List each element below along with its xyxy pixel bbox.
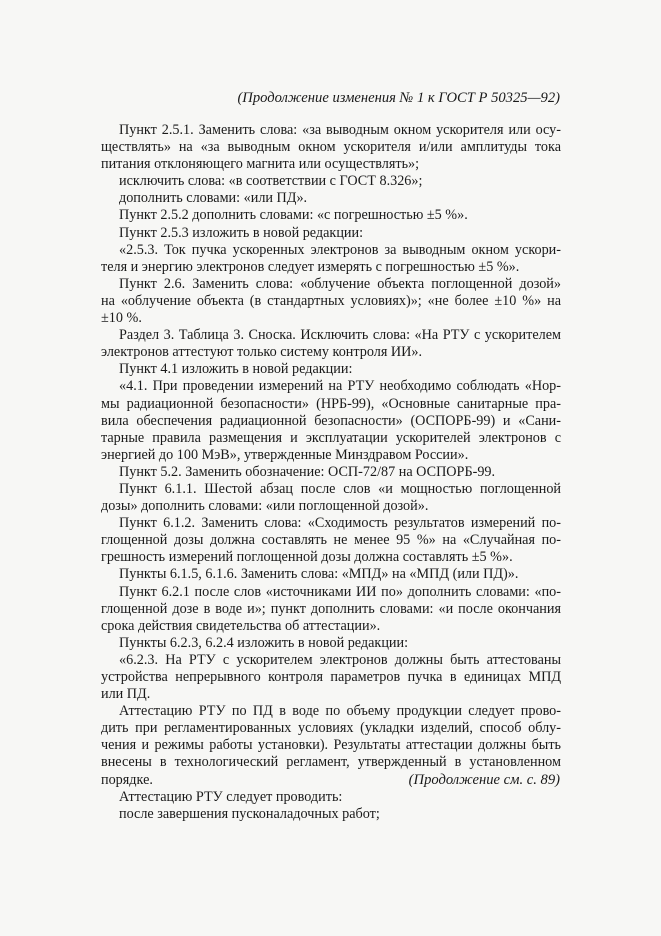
- text-line: после завершения пусконаладочных работ;: [119, 805, 380, 822]
- text-line: Пункт 5.2. Заменить обозначение: ОСП-72/87 на ОСПОРБ-99.: [119, 463, 496, 480]
- text-line: Пункт 2.5.1. Заменить слова: «за выводным окном ускорителя или осу-: [119, 122, 561, 138]
- text-line: Пункт 6.1.2. Заменить слова: «Сходимость результатов измерений по-: [119, 515, 561, 532]
- text-line: мы радиационной безопасности» (НРБ-99), «Основные санитарные пра-: [101, 395, 561, 412]
- text-line: Раздел 3. Таблица 3. Сноска. Исключить слова: «На РТУ с ускорителем: [119, 327, 561, 344]
- text-line: питания отклоняющего магнита или осуществлять»;: [101, 156, 420, 173]
- text-line: глощенной дозе в воде и»; пункт дополнить словами: «и после окончания: [101, 600, 561, 617]
- text-line: дополнить словами: «или ПД».: [119, 190, 308, 207]
- text-line: Пункт 2.5.2 дополнить словами: «с погрешностью ±5 %».: [119, 207, 468, 224]
- text-line: Пункт 2.6. Заменить слова: «облучение объекта поглощенной дозой»: [119, 275, 561, 292]
- text-line: электронов аттестуют только систему контроля ИИ».: [101, 344, 423, 361]
- text-line: или ПД.: [101, 686, 151, 703]
- text-line: исключить слова: «в соответствии с ГОСТ 8.326»;: [119, 173, 423, 190]
- text-line: тарные правила размещения и эксплуатации ускорителей электронов с: [101, 429, 561, 446]
- text-line: грешность измерений поглощенной дозы должна составлять ±5 %».: [101, 549, 513, 566]
- text-line: Пункт 6.1.1. Шестой абзац после слов «и мощностью поглощенной: [119, 480, 561, 497]
- text-line: ществлять» на «за выводным окном ускорителя и/или амплитуды тока: [101, 139, 561, 156]
- text-line: Пункты 6.2.3, 6.2.4 изложить в новой редакции:: [119, 634, 409, 651]
- text-line: внесены в технологический регламент, утвержденный в установленном: [101, 754, 561, 771]
- text-line: срока действия свидетельства об аттестации».: [101, 617, 381, 634]
- text-line: энергией до 100 МэВ», утвержденные Минздравом России».: [101, 446, 469, 463]
- text-line: Пункт 4.1 изложить в новой редакции:: [119, 361, 353, 378]
- page-header: (Продолжение изменения № 1 к ГОСТ Р 50325—92): [237, 90, 560, 106]
- text-line: порядке.: [101, 771, 153, 788]
- text-line: дозы» дополнить словами: «или поглощенной дозой».: [101, 498, 429, 515]
- text-line: Пункты 6.1.5, 6.1.6. Заменить слова: «МПД» на «МПД (или ПД)».: [119, 566, 519, 583]
- text-line: «2.5.3. Ток пучка ускоренных электронов за выводным окном ускори-: [119, 241, 561, 258]
- text-line: Аттестацию РТУ по ПД в воде по объему продукции следует прово-: [119, 703, 561, 720]
- text-line: на «облучение объекта (в стандартных условиях)»; «не более ±10 %» на: [101, 292, 561, 309]
- text-line: вила обеспечения радиационной безопасности» (ОСПОРБ-99) и «Сани-: [101, 412, 561, 429]
- text-line: глощенной дозы должна составлять не менее 95 %» на «Случайная по-: [101, 532, 561, 549]
- text-line: Пункт 6.2.1 после слов «источниками ИИ по» дополнить словами: «по-: [119, 583, 561, 600]
- text-line: «6.2.3. На РТУ с ускорителем электронов должны быть аттестованы: [119, 651, 561, 668]
- text-line: Пункт 2.5.3 изложить в новой редакции:: [119, 224, 364, 241]
- text-line: ±10 %.: [101, 310, 142, 327]
- page-footer: (Продолжение см. с. 89): [408, 772, 560, 788]
- document-body: [101, 122, 561, 823]
- text-line: дить при регламентированных условиях (укладки изделий, способ облу-: [101, 720, 561, 737]
- text-line: «4.1. При проведении измерений на РТУ необходимо соблюдать «Нор-: [119, 378, 561, 395]
- text-line: теля и энергию электронов следует измерять с погрешностью ±5 %».: [101, 258, 520, 275]
- text-line: Аттестацию РТУ следует проводить:: [119, 788, 343, 805]
- text-line: чения и режимы работы установки). Результаты аттестации должны быть: [101, 737, 561, 754]
- text-line: устройства непрерывного контроля параметров пучка в единицах МПД: [101, 669, 561, 685]
